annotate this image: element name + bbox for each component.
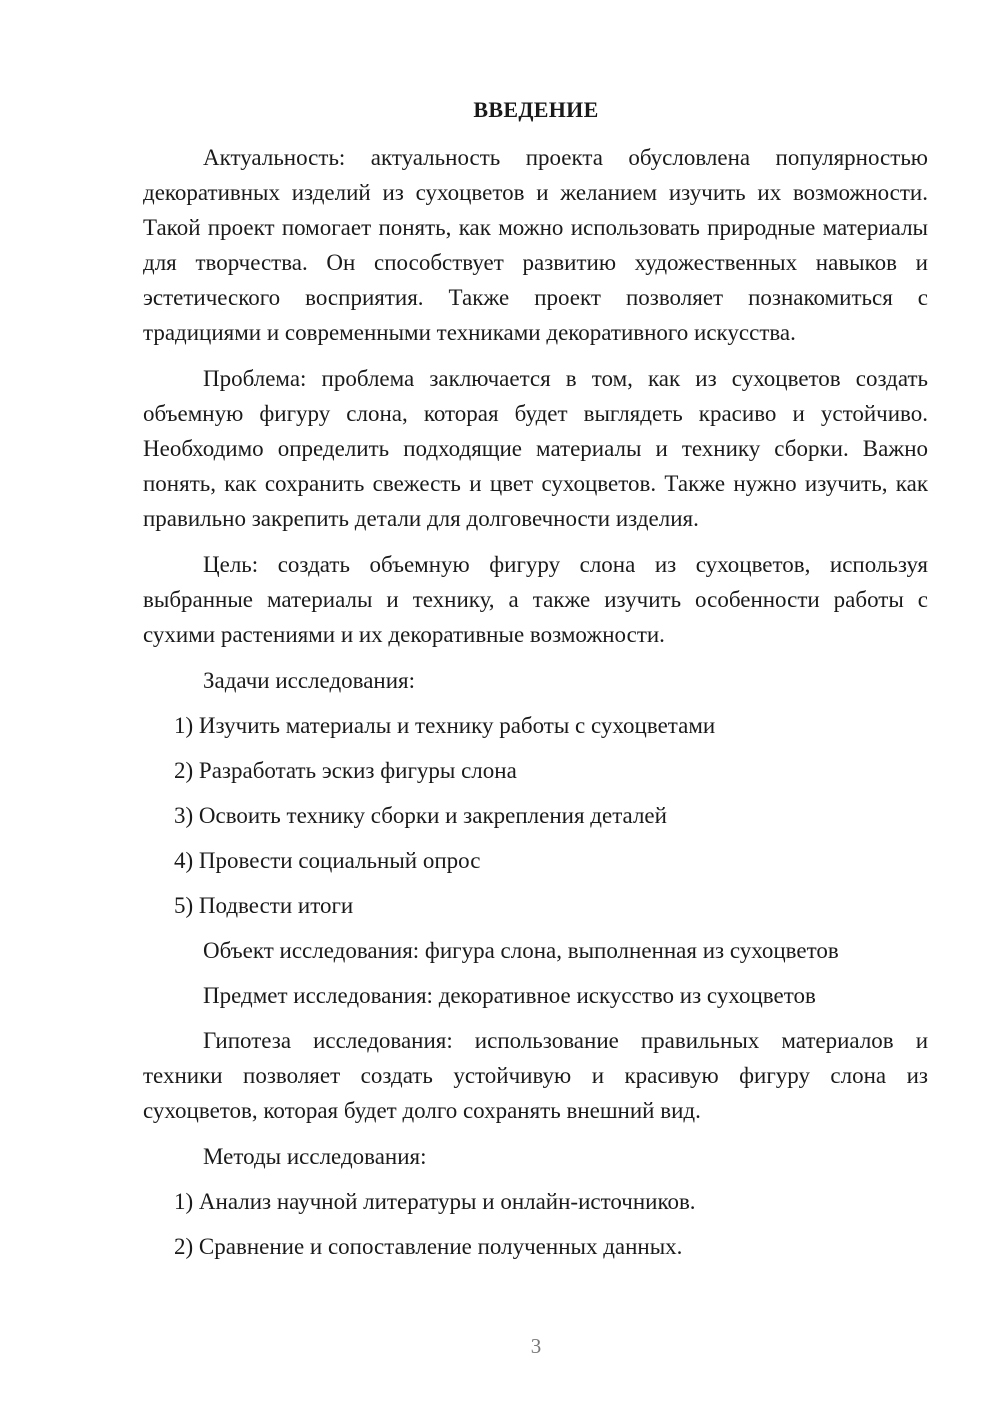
- subject-paragraph: Предмет исследования: декоративное искусство из сухоцветов: [203, 983, 816, 1008]
- problem-paragraph: Проблема: проблема заключается в том, как из сухоцветов создать объемную фигуру слона, которая будет выглядеть красиво и устойчиво. Необходимо определить подходящие материалы и технику сборки. Важно понять, как сохранить свежесть и цвет сухоцветов. Также нужно изучить, как правильно закрепить детали для долговечности изделия.: [143, 366, 928, 531]
- goal-paragraph: Цель: создать объемную фигуру слона из сухоцветов, используя выбранные материалы и технику, а также изучить особенности работы с сухими растениями и их декоративные возможности.: [143, 552, 928, 647]
- method-item: 1) Анализ научной литературы и онлайн-источников.: [174, 1189, 696, 1214]
- relevance-paragraph: Актуальность: актуальность проекта обусловлена популярностью декоративных изделий из сухоцветов и желанием изучить их возможности. Такой проект помогает понять, как можно использовать природные материалы для творчества. Он способствует развитию художественных навыков и эстетического восприятия. Также проект позволяет познакомиться с традициями и современными техниками декоративного искусства.: [143, 145, 928, 345]
- methods-heading: Методы исследования:: [203, 1144, 427, 1169]
- page-number: 3: [530, 1334, 542, 1358]
- method-item: 2) Сравнение и сопоставление полученных данных.: [174, 1234, 683, 1259]
- task-item: 5) Подвести итоги: [174, 893, 354, 918]
- tasks-heading: Задачи исследования:: [203, 668, 416, 693]
- task-item: 4) Провести социальный опрос: [174, 848, 481, 873]
- task-item: 1) Изучить материалы и технику работы с сухоцветами: [174, 713, 716, 738]
- document-body: [143, 140, 928, 1274]
- hypothesis-paragraph: Гипотеза исследования: использование правильных материалов и техники позволяет создать устойчивую и красивую фигуру слона из сухоцветов, которая будет долго сохранять внешний вид.: [143, 1028, 928, 1123]
- task-item: 3) Освоить технику сборки и закрепления деталей: [174, 803, 667, 828]
- object-paragraph: Объект исследования: фигура слона, выполненная из сухоцветов: [203, 938, 839, 963]
- page-title: ВВЕДЕНИЕ: [473, 97, 599, 122]
- task-item: 2) Разработать эскиз фигуры слона: [174, 758, 517, 783]
